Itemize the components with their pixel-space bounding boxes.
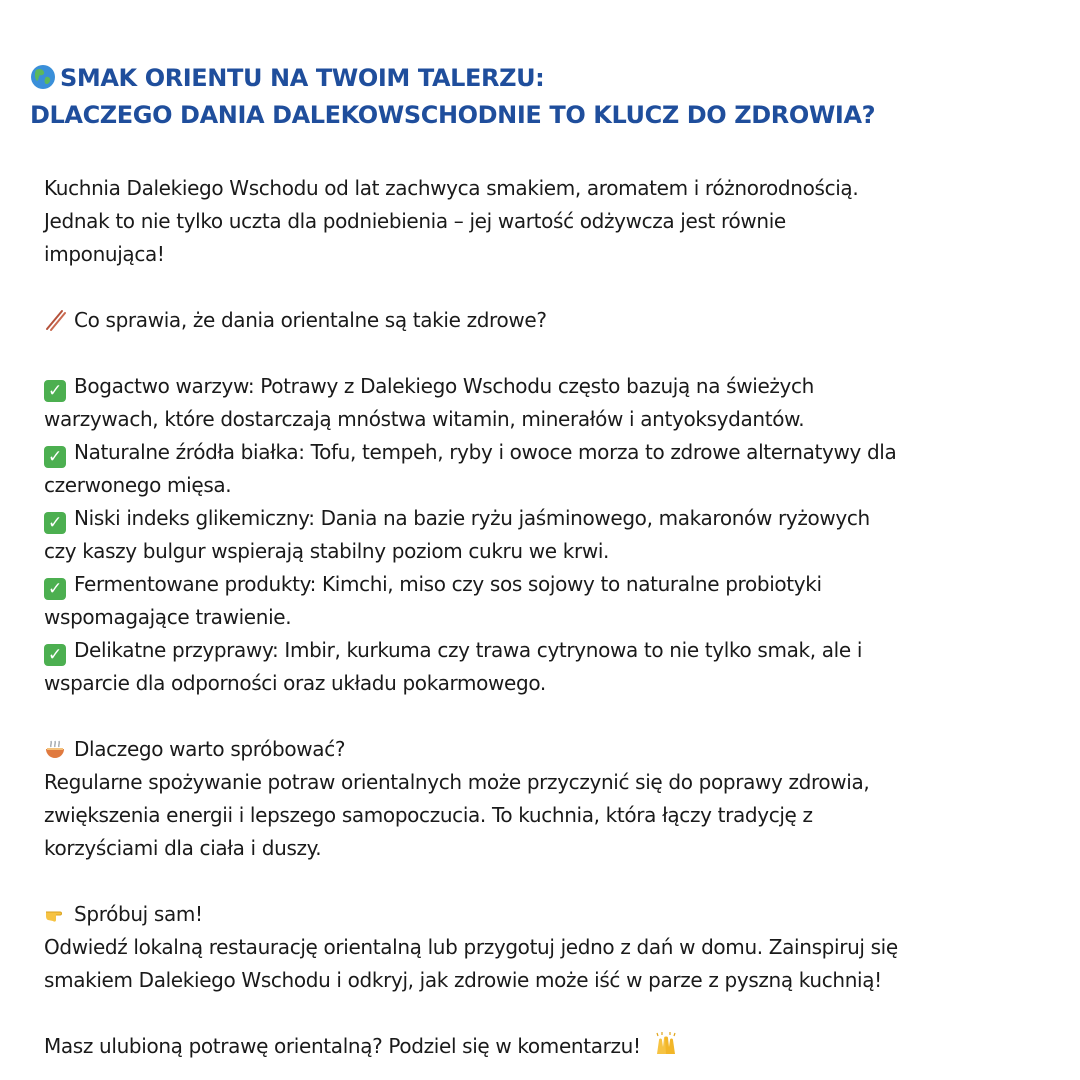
benefit-text: Naturalne źródła białka: Tofu, tempeh, ryby i owoce morza to zdrowe alternatywy dla bbox=[74, 440, 897, 464]
benefit-item bbox=[44, 502, 1054, 535]
paragraph-line: smakiem Dalekiego Wschodu i odkryj, jak zdrowie może iść w parze z pyszną kuchnią! bbox=[44, 968, 882, 992]
title-line-1 bbox=[30, 60, 1060, 97]
benefit-item bbox=[44, 634, 1054, 667]
benefit-text-continued: warzywach, które dostarczają mnóstwa witamin, minerałów i antyoksydantów. bbox=[44, 407, 805, 431]
spacer bbox=[44, 271, 1054, 304]
benefit-text-continued: wsparcie dla odporności oraz układu pokarmowego. bbox=[44, 671, 546, 695]
post-body bbox=[44, 172, 1054, 1063]
check-mark-icon: ✓ bbox=[44, 644, 66, 666]
intro-line: Kuchnia Dalekiego Wschodu od lat zachwyca smakiem, aromatem i różnorodnością. bbox=[44, 176, 859, 200]
benefit-item bbox=[44, 436, 1054, 469]
benefit-text: Fermentowane produkty: Kimchi, miso czy sos sojowy to naturalne probiotyki bbox=[74, 572, 822, 596]
section-heading-text: Co sprawia, że dania orientalne są takie zdrowe? bbox=[74, 308, 547, 332]
section-heading-text: Dlaczego warto spróbować? bbox=[74, 737, 346, 761]
globe-asia-icon bbox=[30, 64, 56, 90]
benefit-text: Bogactwo warzyw: Potrawy z Dalekiego Wschodu często bazują na świeżych bbox=[74, 374, 815, 398]
section-heading-try bbox=[44, 898, 1054, 931]
benefit-text: Delikatne przyprawy: Imbir, kurkuma czy trawa cytrynowa to nie tylko smak, ale i bbox=[74, 638, 863, 662]
steaming-bowl-icon bbox=[44, 738, 66, 760]
intro-line: imponująca! bbox=[44, 242, 165, 266]
intro-line: Jednak to nie tylko uczta dla podniebienia – jej wartość odżywcza jest równie bbox=[44, 209, 786, 233]
check-mark-icon: ✓ bbox=[44, 446, 66, 468]
benefit-text-continued: czy kaszy bulgur wspierają stabilny poziom cukru we krwi. bbox=[44, 539, 610, 563]
spacer bbox=[44, 337, 1054, 370]
title-text-1: SMAK ORIENTU NA TWOIM TALERZU: bbox=[60, 64, 545, 92]
section-heading-why bbox=[44, 733, 1054, 766]
raising-hands-icon bbox=[653, 1032, 679, 1058]
benefit-text-continued: wspomagające trawienie. bbox=[44, 605, 292, 629]
page-title bbox=[30, 60, 1060, 134]
chopsticks-icon bbox=[44, 309, 66, 331]
check-mark-icon: ✓ bbox=[44, 578, 66, 600]
spacer bbox=[44, 700, 1054, 733]
section-heading-text: Spróbuj sam! bbox=[74, 902, 203, 926]
benefit-text: Niski indeks glikemiczny: Dania na bazie ryżu jaśminowego, makaronów ryżowych bbox=[74, 506, 870, 530]
spacer bbox=[44, 865, 1054, 898]
paragraph-line: Odwiedź lokalną restaurację orientalną lub przygotuj jedno z dań w domu. Zainspiruj się bbox=[44, 935, 898, 959]
benefit-item bbox=[44, 568, 1054, 601]
closing-line bbox=[44, 1030, 1054, 1063]
title-line-2: DLACZEGO DANIA DALEKOWSCHODNIE TO KLUCZ DO ZDROWIA? bbox=[30, 101, 876, 129]
check-mark-icon: ✓ bbox=[44, 512, 66, 534]
benefit-item bbox=[44, 370, 1054, 403]
paragraph-line: Regularne spożywanie potraw orientalnych może przyczynić się do poprawy zdrowia, bbox=[44, 770, 870, 794]
pointing-hand-icon bbox=[44, 903, 66, 925]
closing-text: Masz ulubioną potrawę orientalną? Podziel się w komentarzu! bbox=[44, 1034, 641, 1058]
section-heading-health bbox=[44, 304, 1054, 337]
spacer bbox=[44, 997, 1054, 1030]
check-mark-icon: ✓ bbox=[44, 380, 66, 402]
paragraph-line: zwiększenia energii i lepszego samopoczucia. To kuchnia, która łączy tradycję z bbox=[44, 803, 813, 827]
benefit-text-continued: czerwonego mięsa. bbox=[44, 473, 232, 497]
paragraph-line: korzyściami dla ciała i duszy. bbox=[44, 836, 322, 860]
